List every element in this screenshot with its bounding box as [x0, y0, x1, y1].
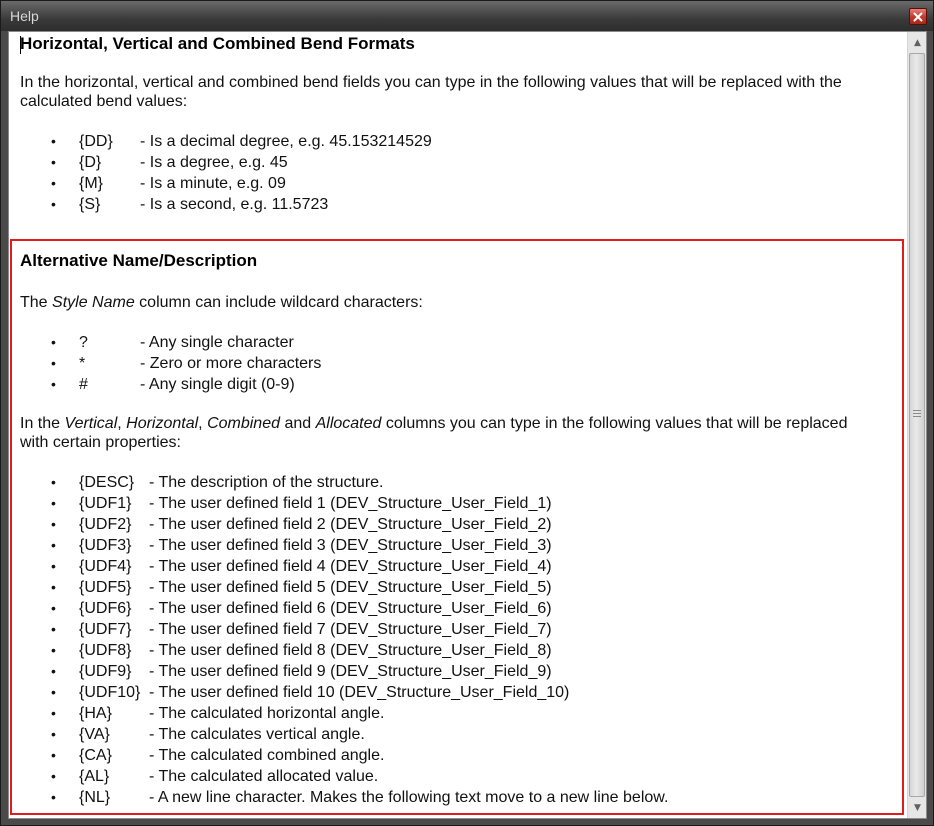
arrow-down-icon: ▼ — [914, 802, 921, 813]
title-bar[interactable] — [1, 1, 933, 31]
property-description: - The user defined field 1 (DEV_Structure_User_Field_1) — [149, 495, 552, 512]
property-description: - The calculated horizontal angle. — [149, 705, 385, 722]
property-code: {DESC} — [79, 474, 135, 491]
bullet-icon: • — [51, 196, 56, 212]
properties-intro-text: , — [117, 415, 127, 432]
bullet-icon: • — [51, 684, 56, 700]
wildcard-description: - Any single character — [140, 334, 294, 351]
bullet-icon: • — [51, 789, 56, 805]
bullet-icon: • — [51, 600, 56, 616]
property-description: - The user defined field 10 (DEV_Structure_User_Field_10) — [149, 684, 570, 701]
help-content-pane — [8, 31, 927, 819]
bullet-icon: • — [51, 726, 56, 742]
grip-icon — [913, 410, 921, 419]
format-description: - Is a decimal degree, e.g. 45.153214529 — [140, 133, 432, 150]
bullet-icon: • — [51, 474, 56, 490]
scrollbar-thumb[interactable] — [909, 53, 925, 797]
bullet-icon: • — [51, 516, 56, 532]
bend-formats-intro: In the horizontal, vertical and combined bend fields you can type in the following values that will be replaced with the calculated bend values: — [20, 74, 842, 110]
property-code: {HA} — [79, 705, 112, 722]
bullet-icon: • — [51, 175, 56, 191]
bullet-icon: • — [51, 768, 56, 784]
property-code: {UDF10} — [79, 684, 141, 701]
property-description: - The user defined field 2 (DEV_Structure_User_Field_2) — [149, 516, 552, 533]
close-icon — [913, 12, 923, 22]
property-description: - The user defined field 9 (DEV_Structure_User_Field_9) — [149, 663, 552, 680]
properties-intro-text: In the — [20, 415, 65, 432]
format-code: {S} — [79, 196, 101, 213]
bullet-icon: • — [51, 579, 56, 595]
style-name-intro-text: column can include wildcard characters: — [134, 294, 423, 311]
property-description: - The user defined field 6 (DEV_Structure_User_Field_6) — [149, 600, 552, 617]
property-description: - A new line character. Makes the following text move to a new line below. — [149, 789, 669, 806]
bullet-icon: • — [51, 747, 56, 763]
property-code: {NL} — [79, 789, 111, 806]
column-term: Allocated — [315, 415, 382, 432]
format-description: - Is a minute, e.g. 09 — [140, 175, 286, 192]
property-code: {CA} — [79, 747, 112, 764]
wildcard-code: # — [79, 376, 88, 393]
property-code: {UDF2} — [79, 516, 132, 533]
property-code: {UDF1} — [79, 495, 132, 512]
property-description: - The user defined field 3 (DEV_Structure_User_Field_3) — [149, 537, 552, 554]
bullet-icon: • — [51, 334, 56, 350]
property-code: {AL} — [79, 768, 110, 785]
style-name-term: Style Name — [52, 294, 135, 311]
wildcard-description: - Zero or more characters — [140, 355, 322, 372]
vertical-scrollbar[interactable] — [907, 32, 926, 818]
bullet-icon: • — [51, 663, 56, 679]
property-description: - The calculated combined angle. — [149, 747, 385, 764]
property-description: - The calculates vertical angle. — [149, 726, 365, 743]
format-code: {DD} — [79, 133, 113, 150]
bullet-icon: • — [51, 558, 56, 574]
bullet-icon: • — [51, 376, 56, 392]
property-code: {UDF8} — [79, 642, 132, 659]
properties-intro-text: columns you can type in the following values that will be replaced with certain properties: — [20, 415, 848, 451]
scroll-up-button[interactable] — [909, 34, 926, 51]
property-code: {VA} — [79, 726, 110, 743]
format-code: {D} — [79, 154, 102, 171]
section-heading-bend-formats: Horizontal, Vertical and Combined Bend Formats — [20, 34, 415, 53]
bullet-icon: • — [51, 621, 56, 637]
help-document — [9, 32, 907, 818]
property-description: - The user defined field 7 (DEV_Structure_User_Field_7) — [149, 621, 552, 638]
section-heading-alternative-name: Alternative Name/Description — [20, 251, 258, 270]
bullet-icon: • — [51, 537, 56, 553]
column-term: Combined — [207, 415, 280, 432]
property-description: - The description of the structure. — [149, 474, 384, 491]
bullet-icon: • — [51, 133, 56, 149]
format-description: - Is a degree, e.g. 45 — [140, 154, 288, 171]
column-term: Vertical — [64, 415, 118, 432]
style-name-intro-text: The — [20, 294, 53, 311]
wildcard-description: - Any single digit (0-9) — [140, 376, 295, 393]
properties-intro-text: , — [198, 415, 208, 432]
bullet-icon: • — [51, 355, 56, 371]
window-title: Help — [10, 8, 39, 24]
properties-intro-text: and — [280, 415, 316, 432]
property-code: {UDF4} — [79, 558, 132, 575]
bullet-icon: • — [51, 642, 56, 658]
properties-intro — [20, 414, 880, 452]
format-code: {M} — [79, 175, 104, 192]
style-name-intro — [20, 293, 880, 312]
property-code: {UDF5} — [79, 579, 132, 596]
bullet-icon: • — [51, 495, 56, 511]
scroll-down-button[interactable] — [909, 799, 926, 816]
property-code: {UDF7} — [79, 621, 132, 638]
property-code: {UDF9} — [79, 663, 132, 680]
property-description: - The user defined field 5 (DEV_Structure_User_Field_5) — [149, 579, 552, 596]
bullet-icon: • — [51, 705, 56, 721]
property-description: - The calculated allocated value. — [149, 768, 379, 785]
format-description: - Is a second, e.g. 11.5723 — [140, 196, 329, 213]
property-code: {UDF6} — [79, 600, 132, 617]
wildcard-code: * — [79, 355, 86, 372]
arrow-up-icon: ▲ — [914, 37, 921, 48]
property-description: - The user defined field 4 (DEV_Structure_User_Field_4) — [149, 558, 552, 575]
close-button[interactable] — [909, 8, 927, 25]
column-term: Horizontal — [126, 415, 199, 432]
bullet-icon: • — [51, 154, 56, 170]
wildcard-code: ? — [79, 334, 88, 351]
property-description: - The user defined field 8 (DEV_Structure_User_Field_8) — [149, 642, 552, 659]
property-code: {UDF3} — [79, 537, 132, 554]
